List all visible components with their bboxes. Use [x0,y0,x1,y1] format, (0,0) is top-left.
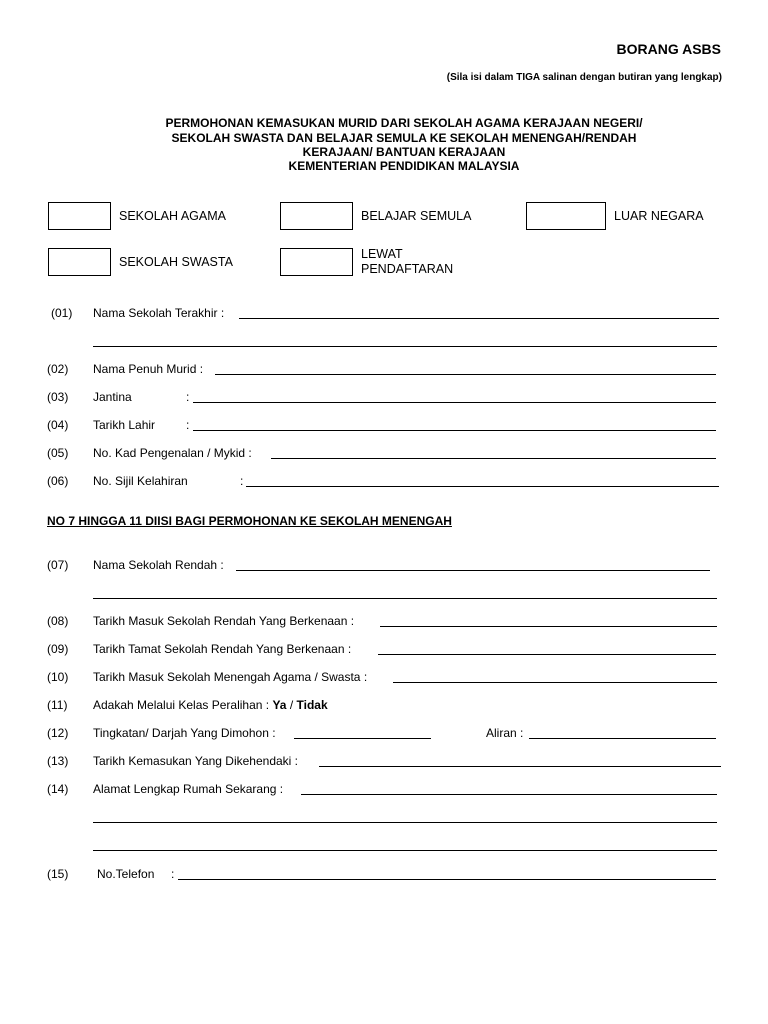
input-line-jantina[interactable] [193,402,716,403]
input-line-tarikh-tamat-sekolah-rendah[interactable] [378,654,716,655]
label-no-telefon: No.Telefon [97,867,155,881]
checkbox-sekolah-swasta[interactable] [48,248,111,276]
checkbox-sekolah-agama[interactable] [48,202,111,230]
input-line-tarikh-kemasukan[interactable] [319,766,721,767]
instruction: (Sila isi dalam TIGA salinan dengan butiran yang lengkap) [446,72,722,83]
label-tarikh-tamat-sekolah-rendah: Tarikh Tamat Sekolah Rendah Yang Berkenaan : [93,642,352,656]
field-number-11: (11) [47,698,68,712]
field-number-13: (13) [47,754,69,768]
colon-no-telefon: : [171,867,175,881]
input-line-tarikh-lahir[interactable] [193,430,716,431]
label-kelas-peralihan [93,698,328,712]
option-separator: / [289,698,294,712]
label-no-sijil-kelahiran: No. Sijil Kelahiran [93,474,188,488]
label-nama-sekolah-terakhir: Nama Sekolah Terakhir : [93,306,225,320]
label-lewat: LEWAT [361,247,403,261]
input-line-no-telefon[interactable] [178,879,716,880]
label-tingkatan-darjah: Tingkatan/ Darjah Yang Dimohon : [93,726,276,740]
section-note-sekolah-menengah: NO 7 HINGGA 11 DIISI BAGI PERMOHONAN KE SEKOLAH MENENGAH [47,514,452,528]
label-tarikh-masuk-sekolah-menengah: Tarikh Masuk Sekolah Menengah Agama / Swasta : [93,670,368,684]
input-line-nama-sekolah-rendah[interactable] [236,570,710,571]
heading-line-4: KEMENTERIAN PENDIDIKAN MALAYSIA [288,159,520,173]
label-pendaftaran: PENDAFTARAN [361,262,454,276]
checkbox-luar-negara[interactable] [526,202,606,230]
heading-line-1: PERMOHONAN KEMASUKAN MURID DARI SEKOLAH AGAMA KERAJAAN NEGERI/ [165,116,643,130]
label-tarikh-kemasukan: Tarikh Kemasukan Yang Dikehendaki : [93,754,299,768]
input-line-nama-sekolah-terakhir-2[interactable] [93,346,717,347]
label-aliran: Aliran : [486,726,524,740]
input-line-nama-sekolah-rendah-2[interactable] [93,598,717,599]
label-tarikh-masuk-sekolah-rendah: Tarikh Masuk Sekolah Rendah Yang Berkenaan : [93,614,355,628]
label-alamat-lengkap: Alamat Lengkap Rumah Sekarang : [93,782,284,796]
field-number-01: (01) [51,306,73,320]
input-line-aliran[interactable] [529,738,716,739]
field-number-14: (14) [47,782,69,796]
label-kelas-peralihan-text: Adakah Melalui Kelas Peralihan : [93,698,270,712]
label-no-kad-pengenalan: No. Kad Pengenalan / Mykid : [93,446,252,460]
form-code: BORANG ASBS [616,41,721,57]
field-number-04: (04) [47,418,69,432]
label-nama-sekolah-rendah: Nama Sekolah Rendah : [93,558,224,572]
option-ya[interactable]: Ya [272,698,287,712]
colon-tarikh-lahir: : [186,418,190,432]
label-tarikh-lahir: Tarikh Lahir [93,418,156,432]
input-line-tarikh-masuk-sekolah-rendah[interactable] [380,626,717,627]
field-number-03: (03) [47,390,69,404]
checkbox-belajar-semula[interactable] [280,202,353,230]
field-number-07: (07) [47,558,69,572]
field-number-05: (05) [47,446,69,460]
label-jantina: Jantina [93,390,132,404]
input-line-nama-penuh-murid[interactable] [215,374,716,375]
input-line-tarikh-masuk-sekolah-menengah[interactable] [393,682,717,683]
field-number-08: (08) [47,614,69,628]
input-line-tingkatan-darjah[interactable] [294,738,431,739]
input-line-nama-sekolah-terakhir[interactable] [239,318,719,319]
label-nama-penuh-murid: Nama Penuh Murid : [93,362,204,376]
field-number-06: (06) [47,474,69,488]
checkbox-lewat-pendaftaran[interactable] [280,248,353,276]
heading-line-3: KERAJAAN/ BANTUAN KERAJAAN [302,145,506,159]
input-line-no-kad-pengenalan[interactable] [271,458,716,459]
input-line-alamat-2[interactable] [93,822,717,823]
input-line-no-sijil-kelahiran[interactable] [246,486,719,487]
option-tidak[interactable]: Tidak [296,698,328,712]
field-number-09: (09) [47,642,69,656]
label-luar-negara: LUAR NEGARA [614,209,704,223]
input-line-alamat-1[interactable] [301,794,717,795]
label-sekolah-agama: SEKOLAH AGAMA [119,209,226,223]
label-sekolah-swasta: SEKOLAH SWASTA [119,255,233,269]
heading-line-2: SEKOLAH SWASTA DAN BELAJAR SEMULA KE SEKOLAH MENENGAH/RENDAH [171,131,637,145]
field-number-12: (12) [47,726,69,740]
field-number-02: (02) [47,362,69,376]
colon-jantina: : [186,390,190,404]
label-belajar-semula: BELAJAR SEMULA [361,209,472,223]
colon-no-sijil-kelahiran: : [240,474,244,488]
field-number-10: (10) [47,670,69,684]
field-number-15: (15) [47,867,69,881]
input-line-alamat-3[interactable] [93,850,717,851]
